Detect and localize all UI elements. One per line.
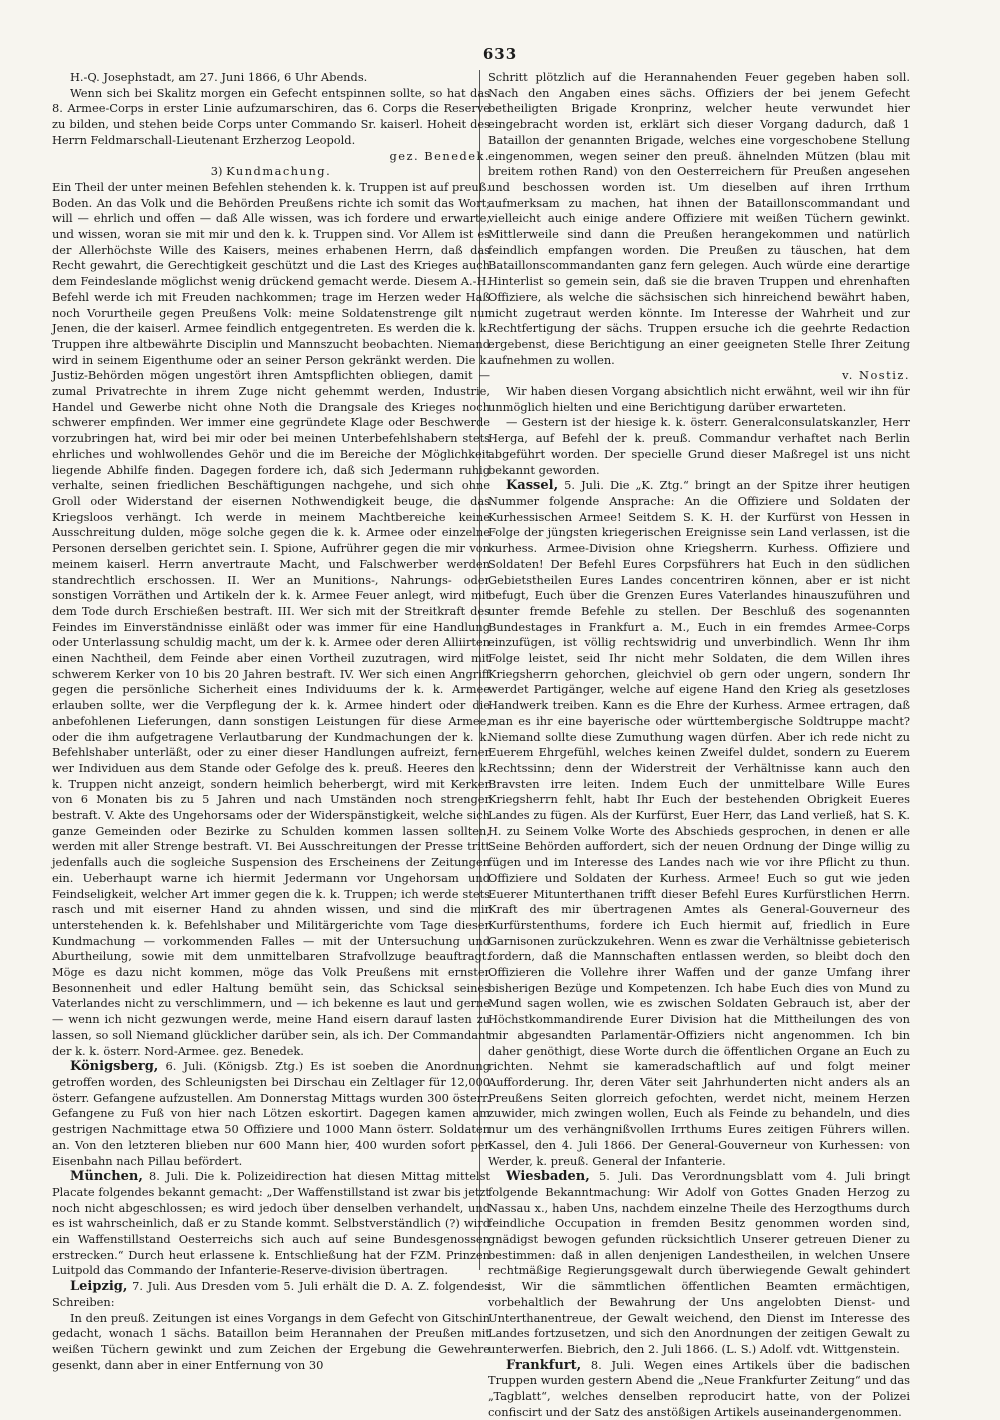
- article-leipzig-letter: In den preuß. Zeitungen ist eines Vorgangs in dem Gefecht von Gitschin gedacht, wonach 1 sächs. Bataillon beim Herannahen der Preußen mit weißen Tüchern gewinkt und zum Zeichen der Ergebung die Gewehre gesenkt, dann aber in einer Entfernung von 30: [52, 1310, 490, 1372]
- right-column: [488, 70, 910, 1420]
- article-leipzig: [52, 1279, 490, 1310]
- article-leipzig-continued: Schritt plötzlich auf die Herannahenden Feuer gegeben haben soll. Nach den Angaben eines sächs. Offiziers der bei jenem Gefecht betheiligten Brigade Kronprinz, welcher heute verwundet hier eingebracht worden ist, erklärt sich dieser Vorgang dadurch, daß 1 Bataillon der genannten Brigade, welches eine vorgeschobene Stellung eingenommen, wegen seiner den preuß. ähnelnden Mützen (blau mit breitem rothen Rand) von den Oesterreichern für Preußen angesehen und beschossen worden ist. Um dieselben auf ihren Irrthum aufmerksam zu machen, hat ihnen der Bataillonscommandant und vielleicht auch einige andere Offiziere mit weißen Tüchern gewinkt. Mittlerweile sind dann die Preußen herangekommen und natürlich feindlich empfangen worden. Die Preußen zu täuschen, hat dem Bataillonscommandanten ganz fern gelegen. Auch würde eine derartige Hinterlist so gemein sein, daß sie die braven Truppen und ehrenhaften Offiziere, als welche die sächsischen sich hinreichend bewährt haben, nicht zugetraut werden könnte. Im Interesse der Wahrheit und zur Rechtfertigung der sächs. Truppen ersuche ich die geehrte Redaction ergebenst, diese Berichtigung an einer geeigneten Stelle Ihrer Zeitung aufnehmen zu wollen.: [488, 70, 910, 367]
- signature-benedek-1: gez. Benedek.: [389, 148, 490, 163]
- place-muenchen: München,: [70, 1169, 143, 1185]
- proclamation-number: 3): [210, 164, 223, 179]
- place-frankfurt: Frankfurt,: [506, 1357, 582, 1373]
- signature-nostiz: v. Nostiz.: [842, 368, 910, 383]
- article-kassel-text: 5. Juli. Die „K. Ztg.“ bringt an der Spitze ihrer heutigen Nummer folgende Ansprache: An die Offiziere und Soldaten der Kurhessischen Armee! Seitdem S. K. H. der Kurfürst von Hessen in Folge der jüngsten kriegerischen Ereignisse sein Land verlassen, ist die kurhess. Armee-Division ohne Kriegsherrn. Kurhess. Offiziere und Soldaten! Der Befehl Eures Corpsführers hat Euch in den südlichen Gebietstheilen Eures Landes concentriren können, aber er ist nicht befugt, Euch über die Grenzen Eures Vaterlandes hinauszuführen und unter fremde Befehle zu stellen. Der Beschluß des sogenannten Bundestages in Frankfurt a. M., Euch in ein fremdes Armee-Corps einzufügen, ist völlig rechtswidrig und unverbindlich. Wenn Ihr ihm Folge leistet, seid Ihr nicht mehr Soldaten, die dem Willen ihres Kriegsherrn gehorchen, gleichviel ob gern oder ungern, sondern Ihr werdet Partigänger, welche auf eigene Hand den Krieg als gesetzloses Handwerk treiben. Kann es die Ehre der Kurhess. Armee ertragen, daß man es ihr eine bayerische oder württembergische Soldtruppe macht? Niemand sollte diese Zumuthung wagen dürfen. Aber ich rede nicht zu Euerem Ehrgefühl, welches keinen Zweifel duldet, sondern zu Euerem Rechtssinn; denn der Widerstreit der Verhältnisse kann auch den Bravsten irre leiten. Indem Euch der unmittelbare Wille Eures Kriegsherrn fehlt, habt Ihr Euch der bestehenden Obrigkeit Eueres Landes zu fügen. Als der Kurfürst, Euer Herr, das Land verließ, hat S. K. H. zu Seinem Volke Worte des Abschieds gesprochen, in denen er alle Seine Behörden auffordert, sich der neuen Ordnung der Dinge willig zu fügen und im Interesse des Landes nach wie vor ihre Pflicht zu thun. Offiziere und Soldaten der Kurhess. Armee! Euch so gut wie jeden Euerer Mitunterthanen trifft dieser Befehl Eures Kurfürstlichen Herrn. Kraft des mir übertragenen Amtes als General-Gouverneur des Kurfürstenthums, fordere ich Euch hiermit auf, friedlich in Eure Garnisonen zurückzukehren. Wenn es zwar die Verhältnisse gebieterisch fordern, daß die Mannschaften entlassen werden, so bleibt doch den Offizieren die Vollehre ihrer Waffen und der ganze Umfang ihrer bisherigen Bezüge und Kompetenzen. Ich habe Euch dies von Mund zu Mund sagen wollen, wie es zwischen Soldaten Gebrauch ist, aber der Höchstkommandirende Eurer Division hat die Mittheilungen des von mir abgesandten Parlamentär-Offiziers nicht angenommen. Ich bin daher genöthigt, diese Worte durch die öffentlichen Organe an Euch zu richten. Nehmt sie kameradschaftlich auf und folgt meiner Aufforderung. Ihr, deren Väter seit Jahrhunderten nicht anders als an Preußens Seiten glorreich gefochten, werdet nicht, meinem Herzen zuwider, mich zwingen wollen, Euch als Feinde zu behandeln, und dies nur um des verhängnißvollen Irrthums Eures zeitigen Führers willen. Kassel, den 4. Juli 1866. Der General-Gouverneur von Kurhessen: von Werder, k. preuß. General der Infanterie.: [488, 478, 910, 1168]
- proclamation-text: Ein Theil der unter meinen Befehlen stehenden k. k. Truppen ist auf preuß. Boden. An das Volk und die Behörden Preußens richte ich somit das Wort; will — ehrlich und offen — daß Alle wissen, was ich fordere und erwarte, und wissen, woran sie mit mir und den k. k. Truppen sind. Vor Allem ist es der Allerhöchste Wille des Kaisers, meines erhabenen Herrn, daß das Recht gewahrt, die Gerechtigkeit geschützt und die Last des Krieges auch dem Feindeslande möglichst wenig drückend gemacht werde. Diesem A.-H. Befehl werde ich mit Freuden nachkommen; trage im Herzen weder Haß noch Vorurtheile gegen Preußens Volk: meine Soldatenstrenge gilt nur Jenen, die der kaiserl. Armee feindlich entgegentreten. Es werden die k. k. Truppen ihre altbewährte Disciplin und Mannszucht beobachten. Niemand wird in seinem Eigenthume oder an seiner Person gekränkt werden. Die k. Justiz-Behörden mögen ungestört ihren Amtspflichten obliegen, damit — zumal Privatrechte in ihrem Zuge nicht gehemmt werden, Industrie, Handel und Gewerbe nicht ohne Noth die Drangsale des Krieges noch schwerer empfinden. Wer immer eine gegründete Klage oder Beschwerde vorzubringen hat, wird bei mir oder bei meinen Unterbefehlshabern stets ehrliches und wohlwollendes Gehör und die im Bereiche der Möglichkeit liegende Abhilfe finden. Dagegen fordere ich, daß sich Jedermann ruhig verhalte, seinen friedlichen Beschäftigungen nachgehe, und sich ohne Groll oder Widerstand der eisernen Nothwendigkeit beuge, die das Kriegsloos verhängt. Ich werde in meinem Machtbereiche keine Ausschreitung dulden, möge solche gegen die k. k. Armee oder einzelne Personen derselben gerichtet sein. I. Spione, Aufrührer gegen die mir von meinem kaiserl. Herrn anvertraute Macht, und Falschwerber werden standrechtlich erschossen. II. Wer an Munitions-, Nahrungs- oder sonstigen Vorräthen und Artikeln der k. k. Armee Feuer anlegt, wird mit dem Tode durch Erschießen bestraft. III. Wer sich mit der Streitkraft des Feindes im Einverständnisse einläßt oder was immer für eine Handlung oder Unterlassung schuldig macht, um der k. k. Armee oder deren Alliirten einen Nachtheil, dem Feinde aber einen Vortheil zuzutragen, wird mit schwerem Kerker von 10 bis 20 Jahren bestraft. IV. Wer sich einen Angriff gegen die persönliche Sicherheit eines Individuums der k. k. Armee erlauben sollte, wer die Verpflegung der k. k. Armee hindert oder die anbefohlenen Lieferungen, dann sonstigen Leistungen für diese Armee, oder die ihm aufgetragene Verlautbarung der Kundmachungen der k. k. Befehlshaber unterläßt, oder zu einer dieser Handlungen aufreizt, ferner wer Individuen aus dem Stande oder Gefolge des k. preuß. Heeres den k. k. Truppen nicht anzeigt, sondern heimlich beherbergt, wird mit Kerker von 6 Monaten bis zu 5 Jahren und nach Umständen noch strenger bestraft. V. Akte des Ungehorsams oder der Widerspänstigkeit, welche sich ganze Gemeinden oder Bezirke zu Schulden kommen lassen sollten, werden mit aller Strenge bestraft. VI. Bei Ausschreitungen der Presse tritt jedenfalls auch die sogleiche Suspension des Erscheinens der Zeitungen ein. Ueberhaupt warne ich hiermit Jedermann vor Ungehorsam und Feindseligkeit, welcher Art immer gegen die k. k. Truppen; ich werde stets rasch und mit eiserner Hand zu ahnden wissen, und sind die mir unterstehenden k. k. Befehlshaber und Militärgerichte vom Tage dieser Kundmachung — vorkommenden Falles — mit der Untersuchung und Aburtheilung, sowie mit dem unmittelbaren Strafvollzuge beauftragt. Möge es dazu nicht kommen, möge das Volk Preußens mit ernster Besonnenheit und edler Haltung bemüht sein, das Schicksal seines Vaterlandes nicht zu verschlimmern, und — ich bekenne es laut und gerne — wenn ich nicht gezwungen werde, meine Hand eisern darauf lasten zu lassen, so soll Niemand glücklicher darüber sein, als ich. Der Commandant der k. k. österr. Nord-Armee. gez. Benedek.: [52, 179, 490, 1058]
- page-number: 633: [482, 45, 518, 63]
- article-muenchen: [52, 1169, 490, 1279]
- article-koenigsberg: [52, 1059, 490, 1169]
- place-koenigsberg: Königsberg,: [70, 1059, 159, 1075]
- place-wiesbaden: Wiesbaden,: [506, 1169, 590, 1185]
- article-kassel: [488, 478, 910, 1169]
- article-frankfurt-text: 8. Juli. Wegen eines Artikels über die badischen Truppen wurden gestern Abend die „Neue Frankfurter Zeitung“ und das „Tagblatt“, welches denselben reproducirt hatte, von der Polizei confiscirt und der Satz des anstößigen Artikels auseinandergenommen.: [488, 1357, 910, 1419]
- proclamation-title: Kundmachung.: [226, 164, 332, 179]
- article-koenigsberg-text: 6. Juli. (Königsb. Ztg.) Es ist soeben die Anordnung getroffen worden, des Schleunigsten bei Dirschau ein Zeltlager für 12,000 österr. Gefangene aufzustellen. Am Donnerstag Mittags wurden 300 österr. Gefangene zu Fuß von hier nach Lötzen eskortirt. Dagegen kamen am gestrigen Nachmittage etwa 50 Offiziere und 1000 Mann österr. Soldaten an. Von den letzteren blieben nur 600 Mann hier, 400 wurden sofort per Eisenbahn nach Pillau befördert.: [52, 1059, 490, 1168]
- article-frankfurt: [488, 1358, 910, 1420]
- left-column: [52, 70, 490, 1373]
- place-kassel: Kassel,: [506, 478, 559, 494]
- article-wiesbaden: [488, 1169, 910, 1357]
- order-skalitz: Wenn sich bei Skalitz morgen ein Gefecht entspinnen sollte, so hat das 8. Armee-Corps in erster Linie aufzumarschiren, das 6. Corps die Reserve zu bilden, und stehen beide Corps unter Commando Sr. kaiserl. Hoheit des Herrn Feldmarschall-Lieutenant Erzherzog Leopold.: [52, 85, 490, 147]
- article-herga: — Gestern ist der hiesige k. k. österr. Generalconsulatskanzler, Herr Herga, auf Befehl der k. preuß. Commandur verhaftet nach Berlin abgeführt worden. Der specielle Grund dieser Maßregel ist uns nicht bekannt geworden.: [488, 415, 910, 477]
- article-wiesbaden-text: 5. Juli. Das Verordnungsblatt vom 4. Juli bringt folgende Bekanntmachung: Wir Adolf von Gottes Gnaden Herzog zu Nassau x., haben Uns, nachdem einzelne Theile des Herzogthums durch feindliche Occupation in fremden Besitz genommen worden sind, gnädigst bewogen gefunden rücksichtlich Unserer getreuen Diener zu bestimmen: daß in allen denjenigen Landestheilen, in welchen Unsere rechtmäßige Regierungsgewalt durch überwiegende Gewalt gehindert ist, Wir die sämmtlichen öffentlichen Beamten ermächtigen, vorbehaltlich der Bewahrung der Uns angelobten Dienst- und Unterthanentreue, der Gewalt weichend, den Dienst im Interesse des Landes fortzusetzen, und sich den Anordnungen der zeitigen Gewalt zu unterwerfen. Biebrich, den 2. Juli 1866. (L. S.) Adolf. vdt. Wittgenstein.: [488, 1169, 910, 1356]
- proclamation-heading: [52, 164, 490, 180]
- article-muenchen-text: 8. Juli. Die k. Polizeidirection hat diesen Mittag mittelst Placate folgendes bekannt gemacht: „Der Waffenstillstand ist zwar bis jetzt noch nicht abgeschlossen; es wird jedoch über denselben verhandelt, und es ist wahrscheinlich, daß er zu Stande kommt. Selbstverständlich (?) wird ein Waffenstillstand Oesterreichs sich auch auf seine Bundesgenossen erstrecken.“ Durch heut erlassene k. Entschließung hat der FZM. Prinzen Luitpold das Commando der Infanterie-Reserve-division übertragen.: [52, 1169, 490, 1278]
- editorial-note: Wir haben diesen Vorgang absichtlich nicht erwähnt, weil wir ihn für unmöglich hielten und eine Berichtigung darüber erwarteten.: [488, 384, 910, 414]
- place-leipzig: Leipzig,: [70, 1279, 128, 1295]
- article-leipzig-text: 7. Juli. Aus Dresden vom 5. Juli erhält die D. A. Z. folgendes Schreiben:: [52, 1279, 490, 1309]
- dateline-josephstadt: H.-Q. Josephstadt, am 27. Juni 1866, 6 Uhr Abends.: [70, 70, 368, 84]
